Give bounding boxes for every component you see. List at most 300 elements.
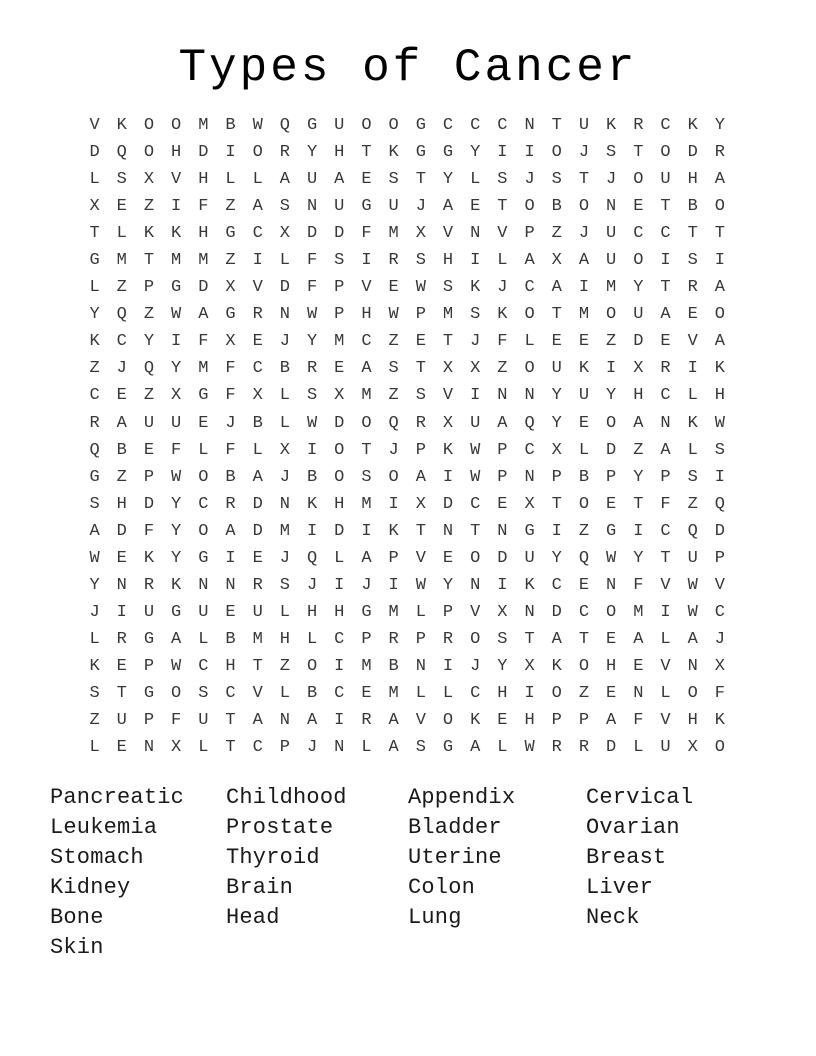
grid-letter: K (89, 656, 100, 676)
grid-letter: E (606, 629, 617, 649)
grid-row (81, 220, 734, 247)
grid-letter: H (198, 170, 209, 190)
grid-letter: T (89, 224, 100, 244)
grid-letter: E (116, 738, 127, 758)
grid-letter: N (116, 575, 127, 595)
word-list-item: Colon (408, 875, 476, 900)
grid-letter: V (714, 575, 725, 595)
grid-letter: Y (606, 386, 617, 406)
grid-letter: I (225, 143, 236, 163)
grid-letter: M (578, 305, 590, 325)
grid-letter: A (388, 711, 399, 731)
grid-letter: D (334, 224, 345, 244)
grid-letter: Y (633, 548, 644, 568)
grid-letter: I (388, 494, 399, 514)
grid-letter: L (334, 548, 345, 568)
grid-letter: W (171, 305, 182, 325)
grid-row (81, 410, 734, 437)
grid-letter: U (198, 602, 209, 622)
grid-letter: X (89, 197, 100, 217)
grid-letter: H (714, 386, 725, 406)
grid-letter: H (606, 656, 617, 676)
grid-letter: L (279, 413, 290, 433)
grid-letter: O (388, 116, 399, 135)
grid-letter: T (551, 305, 562, 325)
grid-letter: I (225, 548, 236, 568)
grid-letter: T (660, 278, 671, 298)
grid-letter: Z (89, 711, 100, 731)
grid-letter: T (225, 738, 236, 758)
grid-letter: O (606, 305, 617, 325)
grid-letter: N (660, 413, 671, 433)
grid-letter: V (442, 224, 454, 244)
grid-letter: O (388, 467, 399, 487)
grid-letter: X (171, 738, 182, 758)
grid-letter: X (415, 494, 426, 514)
grid-letter: F (171, 711, 182, 731)
grid-row (81, 491, 734, 518)
grid-letter: T (497, 197, 508, 217)
grid-letter: P (143, 278, 155, 298)
grid-letter: F (225, 440, 236, 460)
grid-letter: R (442, 629, 454, 649)
grid-letter: X (415, 224, 426, 244)
grid-letter: X (252, 386, 263, 406)
grid-letter: A (116, 413, 127, 433)
grid-letter: Y (551, 386, 562, 406)
grid-letter: P (497, 467, 508, 487)
grid-letter: X (497, 602, 508, 622)
grid-letter: D (442, 494, 454, 514)
grid-letter: J (388, 440, 399, 460)
grid-letter: T (361, 440, 372, 460)
grid-letter: K (388, 521, 399, 541)
grid-letter: N (687, 656, 698, 676)
grid-letter: A (89, 521, 100, 541)
grid-letter: N (470, 575, 481, 595)
grid-letter: M (334, 332, 345, 352)
grid-letter: I (470, 386, 481, 406)
grid-letter: T (415, 521, 426, 541)
grid-letter: U (606, 224, 617, 244)
grid-letter: O (606, 413, 617, 433)
grid-letter: E (415, 332, 426, 352)
grid-letter: I (470, 251, 481, 271)
grid-letter: R (279, 143, 290, 163)
grid-letter: N (143, 738, 155, 758)
grid-letter: E (578, 575, 590, 595)
grid-letter: Z (143, 305, 155, 325)
grid-letter: X (225, 332, 236, 352)
grid-letter: I (606, 359, 617, 379)
grid-letter: K (171, 575, 182, 595)
grid-letter: E (497, 711, 508, 731)
grid-letter: I (334, 711, 345, 731)
grid-letter: T (551, 116, 562, 135)
grid-letter: S (470, 305, 481, 325)
grid-letter: K (306, 494, 318, 514)
grid-letter: Y (633, 278, 644, 298)
grid-letter: H (687, 170, 698, 190)
grid-letter: B (551, 197, 562, 217)
grid-letter: X (551, 251, 562, 271)
grid-letter: S (415, 386, 426, 406)
grid-letter: C (252, 738, 263, 758)
grid-letter: K (714, 359, 725, 379)
grid-letter: G (198, 548, 209, 568)
grid-letter: D (198, 278, 209, 298)
grid-letter: H (279, 629, 290, 649)
word-list-item: Ovarian (586, 815, 680, 840)
grid-letter: T (714, 224, 725, 244)
grid-letter: Q (578, 548, 590, 568)
word-list-item: Bladder (408, 815, 502, 840)
grid-letter: A (633, 413, 644, 433)
word-list-item: Stomach (50, 845, 144, 870)
word-list-column (226, 783, 347, 933)
grid-row (81, 734, 734, 761)
grid-letter: P (279, 738, 290, 758)
grid-letter: L (198, 738, 209, 758)
grid-letter: L (306, 629, 318, 649)
grid-letter: Z (225, 197, 236, 217)
grid-letter: X (687, 738, 698, 758)
grid-letter: O (578, 494, 590, 514)
grid-letter: X (143, 170, 155, 190)
grid-letter: M (606, 278, 617, 298)
grid-letter: J (279, 467, 290, 487)
grid-letter: W (415, 278, 426, 298)
grid-letter: W (306, 305, 318, 325)
grid-letter: S (116, 170, 127, 190)
word-list-item: Liver (586, 875, 654, 900)
grid-letter: I (116, 602, 127, 622)
grid-letter: O (334, 440, 345, 460)
grid-letter: Z (388, 332, 399, 352)
page-title: Types of Cancer (178, 42, 638, 94)
grid-letter: A (714, 170, 725, 190)
grid-row (81, 274, 734, 301)
grid-letter: H (361, 305, 372, 325)
grid-letter: V (660, 656, 671, 676)
grid-letter: L (198, 629, 209, 649)
grid-letter: B (687, 197, 698, 217)
grid-letter: B (225, 629, 236, 649)
grid-letter: S (306, 386, 318, 406)
grid-letter: I (497, 143, 508, 163)
grid-letter: A (606, 711, 617, 731)
grid-letter: Y (89, 575, 100, 595)
grid-letter: J (279, 332, 290, 352)
word-list-item: Kidney (50, 875, 131, 900)
grid-letter: J (306, 738, 318, 758)
grid-letter: M (116, 251, 127, 271)
grid-letter: G (171, 278, 182, 298)
grid-letter: B (225, 467, 236, 487)
grid-letter: W (171, 656, 182, 676)
grid-letter: W (252, 116, 263, 135)
grid-letter: S (334, 251, 345, 271)
grid-letter: R (714, 143, 725, 163)
grid-letter: E (116, 386, 127, 406)
grid-letter: S (198, 683, 209, 703)
grid-letter: U (171, 413, 182, 433)
grid-letter: G (143, 629, 155, 649)
grid-letter: C (334, 629, 345, 649)
grid-letter: O (171, 116, 182, 135)
grid-letter: Z (687, 494, 698, 514)
grid-letter: T (551, 494, 562, 514)
grid-letter: C (198, 656, 209, 676)
grid-letter: L (89, 170, 100, 190)
grid-letter: N (633, 683, 644, 703)
grid-letter: R (687, 278, 698, 298)
grid-letter: H (442, 251, 454, 271)
grid-letter: B (578, 467, 590, 487)
grid-letter: V (415, 711, 426, 731)
word-list-item: Neck (586, 905, 640, 930)
grid-letter: G (606, 521, 617, 541)
grid-letter: T (252, 656, 263, 676)
grid-letter: C (660, 386, 671, 406)
grid-letter: Z (89, 359, 100, 379)
grid-letter: N (306, 197, 318, 217)
grid-letter: S (89, 494, 100, 514)
grid-letter: O (143, 116, 155, 135)
grid-letter: R (388, 251, 399, 271)
grid-letter: S (714, 440, 725, 460)
grid-letter: J (578, 143, 590, 163)
word-list-item: Prostate (226, 815, 334, 840)
grid-letter: O (470, 629, 481, 649)
grid-letter: V (361, 278, 372, 298)
grid-letter: Y (470, 143, 481, 163)
grid-letter: F (660, 494, 671, 514)
grid-letter: A (442, 197, 454, 217)
grid-letter: J (470, 332, 481, 352)
grid-letter: S (551, 170, 562, 190)
grid-letter: G (415, 143, 426, 163)
grid-letter: N (225, 575, 236, 595)
grid-letter: Y (442, 170, 454, 190)
grid-letter: J (714, 629, 725, 649)
grid-letter: V (415, 548, 426, 568)
grid-letter: O (714, 197, 725, 217)
grid-letter: C (252, 224, 263, 244)
grid-letter: J (497, 278, 508, 298)
grid-letter: L (470, 170, 481, 190)
grid-letter: M (361, 494, 372, 514)
grid-letter: U (198, 711, 209, 731)
grid-letter: E (687, 305, 698, 325)
grid-row (81, 707, 734, 734)
grid-letter: S (415, 738, 426, 758)
grid-letter: V (687, 332, 698, 352)
grid-letter: C (524, 278, 535, 298)
grid-letter: L (497, 738, 508, 758)
grid-letter: R (633, 116, 644, 135)
grid-row (81, 518, 734, 545)
word-list (0, 783, 816, 973)
grid-letter: H (334, 494, 345, 514)
grid-letter: Y (171, 494, 182, 514)
grid-letter: P (143, 711, 155, 731)
grid-letter: R (143, 575, 155, 595)
grid-letter: X (442, 359, 454, 379)
grid-letter: X (334, 386, 345, 406)
grid-letter: M (633, 602, 644, 622)
grid-letter: S (687, 251, 698, 271)
grid-letter: J (578, 224, 590, 244)
grid-letter: A (361, 548, 372, 568)
grid-letter: Z (143, 386, 155, 406)
grid-letter: F (225, 359, 236, 379)
grid-letter: R (660, 359, 671, 379)
grid-letter: R (551, 738, 562, 758)
grid-letter: W (687, 575, 698, 595)
grid-letter: S (497, 170, 508, 190)
grid-letter: H (306, 602, 318, 622)
grid-letter: J (606, 170, 617, 190)
grid-letter: C (470, 494, 481, 514)
grid-letter: D (252, 494, 263, 514)
grid-letter: I (714, 251, 725, 271)
grid-letter: E (116, 656, 127, 676)
grid-letter: Q (687, 521, 698, 541)
grid-letter: A (633, 629, 644, 649)
grid-letter: L (660, 629, 671, 649)
grid-letter: X (633, 359, 644, 379)
grid-letter: K (143, 548, 155, 568)
grid-letter: E (361, 170, 372, 190)
grid-letter: R (252, 305, 263, 325)
grid-letter: C (714, 602, 725, 622)
grid-letter: P (334, 305, 345, 325)
grid-letter: C (497, 116, 508, 135)
grid-letter: W (388, 305, 399, 325)
grid-letter: I (660, 251, 671, 271)
grid-letter: D (252, 521, 263, 541)
grid-letter: R (225, 494, 236, 514)
grid-letter: B (306, 683, 318, 703)
word-list-item: Brain (226, 875, 294, 900)
grid-letter: O (633, 251, 644, 271)
grid-letter: M (361, 386, 372, 406)
grid-letter: P (361, 629, 372, 649)
grid-letter: O (551, 683, 562, 703)
grid-letter: V (660, 575, 671, 595)
grid-letter: C (660, 521, 671, 541)
grid-letter: U (606, 251, 617, 271)
grid-letter: Y (633, 467, 644, 487)
grid-letter: K (524, 575, 535, 595)
grid-row (81, 382, 734, 409)
grid-letter: W (606, 548, 617, 568)
grid-row (81, 626, 734, 653)
grid-letter: C (334, 683, 345, 703)
grid-letter: A (497, 413, 508, 433)
grid-letter: A (714, 278, 725, 298)
grid-letter: U (334, 197, 345, 217)
grid-letter: H (687, 711, 698, 731)
grid-letter: X (470, 359, 481, 379)
grid-letter: J (524, 170, 535, 190)
grid-letter: B (252, 413, 263, 433)
grid-letter: V (470, 602, 481, 622)
grid-letter: W (171, 467, 182, 487)
grid-letter: C (225, 683, 236, 703)
grid-letter: Z (225, 251, 236, 271)
grid-letter: F (171, 440, 182, 460)
grid-row (81, 545, 734, 572)
grid-letter: O (660, 143, 671, 163)
grid-letter: T (415, 170, 426, 190)
grid-letter: L (415, 683, 426, 703)
word-list-item: Appendix (408, 785, 516, 810)
grid-letter: X (714, 656, 725, 676)
grid-letter: P (606, 467, 617, 487)
grid-row (81, 437, 734, 464)
grid-letter: H (225, 656, 236, 676)
grid-letter: C (470, 116, 481, 135)
word-list-column (408, 783, 515, 933)
grid-letter: L (524, 332, 535, 352)
grid-letter: R (415, 413, 426, 433)
grid-letter: Y (306, 332, 318, 352)
grid-letter: U (306, 170, 318, 190)
grid-letter: O (361, 413, 372, 433)
grid-letter: D (334, 521, 345, 541)
grid-letter: P (143, 467, 155, 487)
grid-letter: F (306, 251, 318, 271)
grid-letter: O (524, 197, 535, 217)
grid-letter: A (660, 440, 671, 460)
grid-letter: G (171, 602, 182, 622)
grid-letter: S (497, 629, 508, 649)
grid-letter: O (470, 548, 481, 568)
grid-letter: S (388, 359, 399, 379)
grid-letter: Q (306, 548, 318, 568)
grid-letter: K (470, 278, 481, 298)
grid-letter: G (89, 467, 100, 487)
grid-letter: I (306, 440, 318, 460)
grid-letter: L (198, 440, 209, 460)
grid-letter: L (252, 440, 263, 460)
grid-letter: P (524, 224, 535, 244)
grid-letter: X (524, 656, 535, 676)
grid-letter: A (171, 629, 182, 649)
word-list-item: Skin (50, 935, 104, 960)
grid-letter: Y (89, 305, 100, 325)
grid-letter: W (470, 440, 481, 460)
grid-letter: B (306, 467, 318, 487)
grid-letter: N (279, 494, 290, 514)
grid-letter: P (714, 548, 725, 568)
grid-letter: P (551, 467, 562, 487)
grid-letter: T (660, 197, 671, 217)
grid-letter: P (497, 440, 508, 460)
grid-letter: L (660, 683, 671, 703)
grid-letter: A (279, 170, 290, 190)
grid-letter: M (388, 683, 399, 703)
grid-letter: A (551, 278, 562, 298)
grid-letter: E (497, 494, 508, 514)
grid-letter: Y (551, 413, 562, 433)
grid-letter: K (388, 143, 399, 163)
grid-letter: C (252, 359, 263, 379)
grid-letter: Z (116, 278, 127, 298)
grid-letter: N (415, 656, 426, 676)
